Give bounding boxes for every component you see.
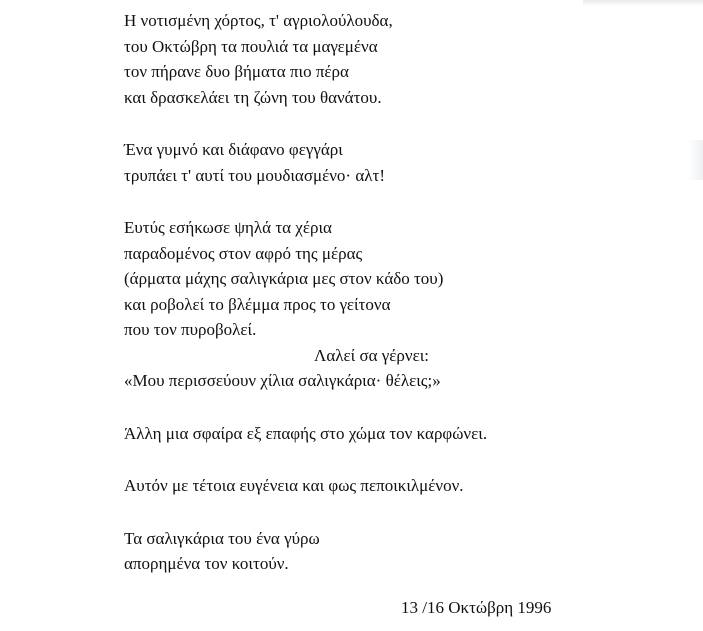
poem-line: απορημένα τον κοιτούν.	[124, 554, 289, 573]
stanza-gap	[124, 110, 684, 137]
stanza-5	[124, 473, 684, 499]
poem-line: Αυτόν με τέτοια ευγένεια και φως πεποικιλμένον.	[124, 476, 464, 495]
scan-edge-shadow-top	[583, 0, 703, 6]
poem-line-indented: Λαλεί σα γέρνει:	[314, 345, 430, 365]
poem-line: Η νοτισμένη χόρτος, τ' αγριολούλουδα,	[124, 11, 393, 30]
poem-line: παραδομένος στον αφρό της μέρας	[124, 243, 363, 263]
poem-line: Τα σαλιγκάρια του ένα γύρω	[124, 528, 320, 548]
poem-line: και δρασκελάει τη ζώνη του θανάτου.	[124, 87, 382, 107]
poem-date: 13 /16 Οκτώβρη 1996	[401, 598, 552, 617]
scan-edge-shadow-right	[689, 140, 703, 180]
poem-line: (άρματα μάχης σαλιγκάρια μες στον κάδο του)	[124, 269, 444, 288]
stanza-1	[124, 8, 684, 110]
poem-line: Ευτύς εσήκωσε ψηλά τα χέρια	[124, 218, 332, 237]
stanza-6	[124, 526, 684, 577]
poem-line: και ροβολεί το βλέμμα προς το γείτονα	[124, 294, 391, 314]
poem-line: που τον πυροβολεί.	[124, 320, 257, 339]
poem-body	[124, 8, 684, 577]
stanza-gap	[124, 188, 684, 215]
stanza-gap	[124, 499, 684, 526]
poem-line: «Μου περισσεύουν χίλια σαλιγκάρια· θέλεις;»	[124, 371, 441, 390]
stanza-2	[124, 137, 684, 188]
poem-line: τρυπάει τ' αυτί του μουδιασμένο· αλτ!	[124, 165, 385, 185]
stanza-gap	[124, 394, 684, 421]
poem-line: του Οκτώβρη τα πουλιά τα μαγεμένα	[124, 36, 378, 56]
poem-line: Άλλη μια σφαίρα εξ επαφής στο χώμα τον καρφώνει.	[124, 423, 488, 443]
stanza-gap	[124, 446, 684, 473]
poem-line: τον πήρανε δυο βήματα πιο πέρα	[124, 62, 349, 81]
stanza-4	[124, 421, 684, 447]
stanza-3	[124, 215, 684, 394]
poem-line: Ένα γυμνό και διάφανο φεγγάρι	[124, 140, 343, 159]
